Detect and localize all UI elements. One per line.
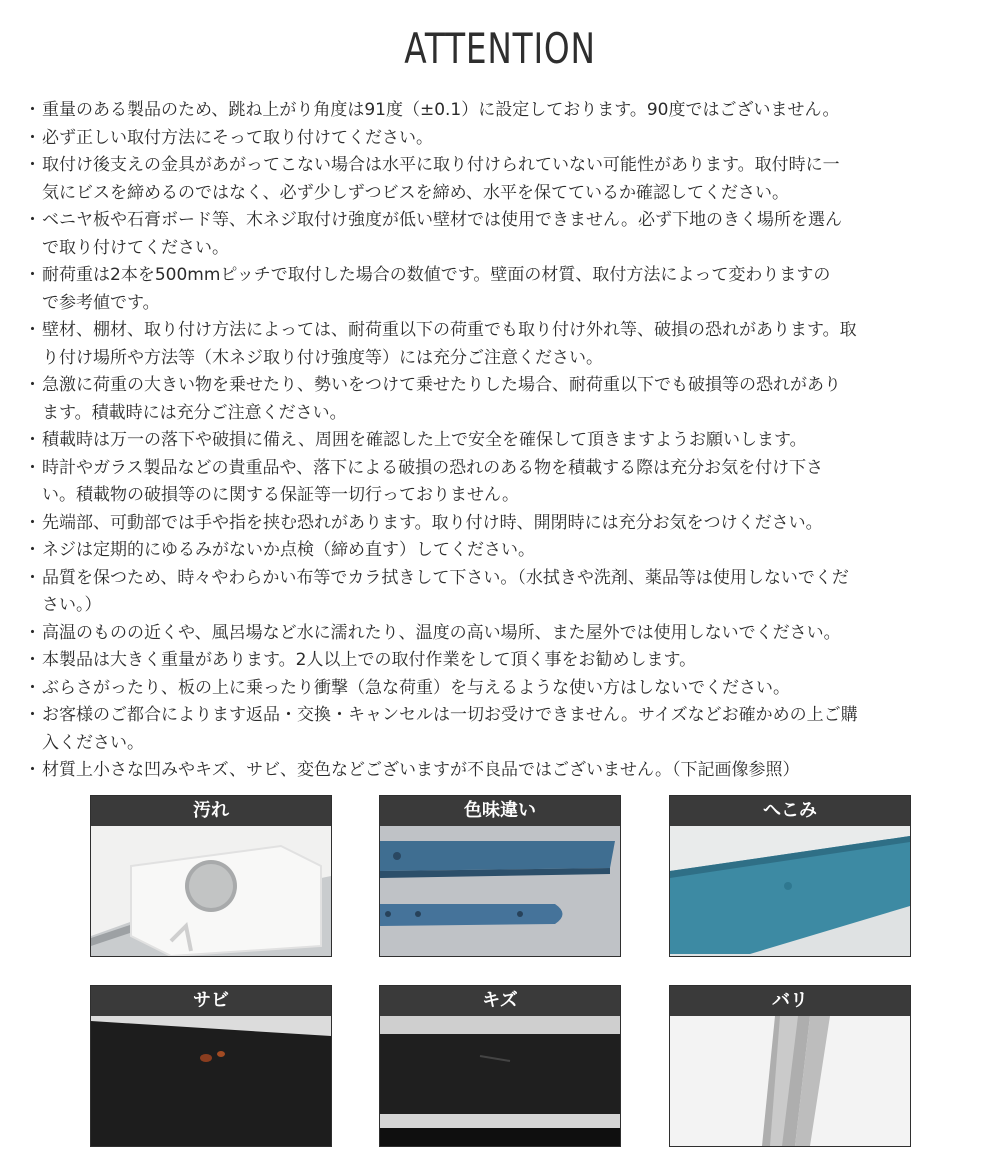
- photo-card-burr: [669, 985, 911, 1147]
- list-item: ・ ネジは定期的にゆるみがないか点検（締め直す）してください。: [30, 537, 980, 565]
- list-item: ・ 先端部、可動部では手や指を挟む恐れがあります。取り付け時、開閉時には充分お気をつけください。: [30, 510, 980, 538]
- list-item: ・ お客様のご都合によります返品・交換・キャンセルは一切お受けできません。サイズなどお確かめの上ご購 入ください。: [30, 702, 980, 757]
- photo-label: バリ: [670, 986, 910, 1016]
- color-difference-photo: [380, 826, 620, 956]
- photo-card-dirt: [90, 795, 332, 957]
- list-item: ・ 積載時は万一の落下や破損に備え、周囲を確認した上で安全を確保して頂きますようお願いします。: [30, 427, 980, 455]
- list-item: ・ 壁材、棚材、取り付け方法によっては、耐荷重以下の荷重でも取り付け外れ等、破損の恐れがあります。取 り付け場所や方法等（木ネジ取り付け強度等）には充分ご注意ください。: [30, 317, 980, 372]
- burr-photo: [670, 1016, 910, 1146]
- photo-label: キズ: [380, 986, 620, 1016]
- list-item: ・ ベニヤ板や石膏ボード等、木ネジ取付け強度が低い壁材では使用できません。必ず下地のきく場所を選ん で取り付けてください。: [30, 207, 980, 262]
- photo-card-color-difference: [379, 795, 621, 957]
- list-item: ・ 必ず正しい取付方法にそって取り付けてください。: [30, 125, 980, 153]
- rust-photo: [91, 1016, 331, 1146]
- photo-label: へこみ: [670, 796, 910, 826]
- list-item: ・ 時計やガラス製品などの貴重品や、落下による破損の恐れのある物を積載する際は充分お気を付け下さ い。積載物の破損等のに関する保証等一切行っておりません。: [30, 455, 980, 510]
- scratch-photo: [380, 1016, 620, 1146]
- list-item: ・ 耐荷重は2本を500mmピッチで取付した場合の数値です。壁面の材質、取付方法によって変わりますの で参考値です。: [30, 262, 980, 317]
- list-item: ・ 本製品は大きく重量があります。2人以上での取付作業をして頂く事をお勧めします。: [30, 647, 980, 675]
- attention-notes-list: [30, 97, 980, 785]
- list-item: ・ 高温のものの近くや、風呂場など水に濡れたり、温度の高い場所、また屋外では使用しないでください。: [30, 620, 980, 648]
- photo-card-scratch: [379, 985, 621, 1147]
- photo-label: 汚れ: [91, 796, 331, 826]
- photo-label: 色味違い: [380, 796, 620, 826]
- dent-photo: [670, 826, 910, 956]
- list-item: ・ 品質を保つため、時々やわらかい布等でカラ拭きして下さい。（水拭きや洗剤、薬品等は使用しないでくだ さい。）: [30, 565, 980, 620]
- page-title: ATTENTION: [404, 24, 596, 73]
- list-item: ・ 材質上小さな凹みやキズ、サビ、変色などございますが不良品ではございません。（下記画像参照）: [30, 757, 980, 785]
- dirt-photo: [91, 826, 331, 956]
- list-item: ・ 急激に荷重の大きい物を乗せたり、勢いをつけて乗せたりした場合、耐荷重以下でも破損等の恐れがあり ます。積載時には充分ご注意ください。: [30, 372, 980, 427]
- list-item: ・ ぶらさがったり、板の上に乗ったり衝撃（急な荷重）を与えるような使い方はしないでください。: [30, 675, 980, 703]
- photo-card-rust: [90, 985, 332, 1147]
- list-item: ・ 取付け後支えの金具があがってこない場合は水平に取り付けられていない可能性があります。取付時に一 気にビスを締めるのではなく、必ず少しずつビスを締め、水平を保てているか確認してください。: [30, 152, 980, 207]
- list-item: ・ 重量のある製品のため、跳ね上がり角度は91度（±0.1）に設定しております。90度ではございません。: [30, 97, 980, 125]
- photo-label: サビ: [91, 986, 331, 1016]
- photo-card-dent: [669, 795, 911, 957]
